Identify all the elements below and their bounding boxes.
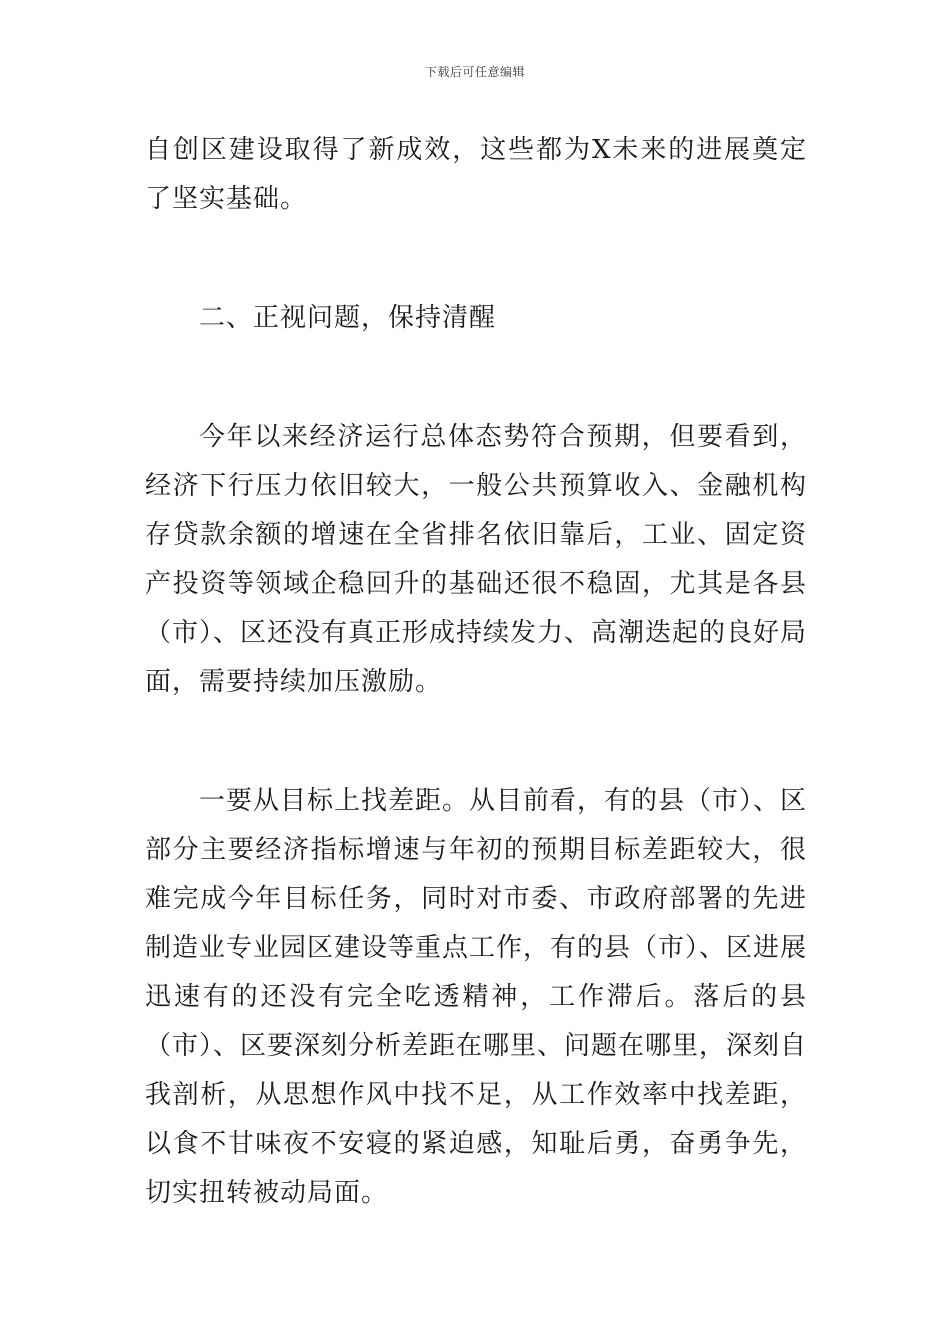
paragraph-spacer: [145, 224, 807, 294]
paragraph-spacer: [145, 707, 807, 777]
page-header: 下载后可任意编辑: [424, 65, 525, 79]
paragraph-continuation: 自创区建设取得了新成效，这些都为X未来的进展奠定了坚实基础。: [145, 135, 807, 214]
paragraph-targets: 一要从目标上找差距。从目前看，有的县（市）、区部分主要经济指标增速与年初的预期目标差距较大，很难完成今年目标任务，同时对市委、市政府部署的先进制造业专业园区建设等重点工作，有的县（市）、区进展迅速有的还没有完全吃透精神，工作滞后。落后的县（市）、区要深刻分析差距在哪里、问题在哪里，深刻自我剖析，从思想作风中找不足，从工作效率中找差距，以食不甘味夜不安寝的紧迫感，知耻后勇，奋勇争先，切实扭转被动局面。: [145, 786, 808, 1208]
section-heading: 二、正视问题，保持清醒: [199, 303, 497, 333]
document-body: [145, 126, 807, 1218]
paragraph-economy: 今年以来经济运行总体态势符合预期，但要看到，经济下行压力依旧较大，一般公共预算收入、金融机构存贷款余额的增速在全省排名依旧靠后，工业、固定资产投资等领域企稳回升的基础还很不稳固，尤其是各县（市）、区还没有真正形成持续发力、高潮迭起的良好局面，需要持续加压激励。: [145, 422, 808, 697]
paragraph-spacer: [145, 343, 807, 413]
